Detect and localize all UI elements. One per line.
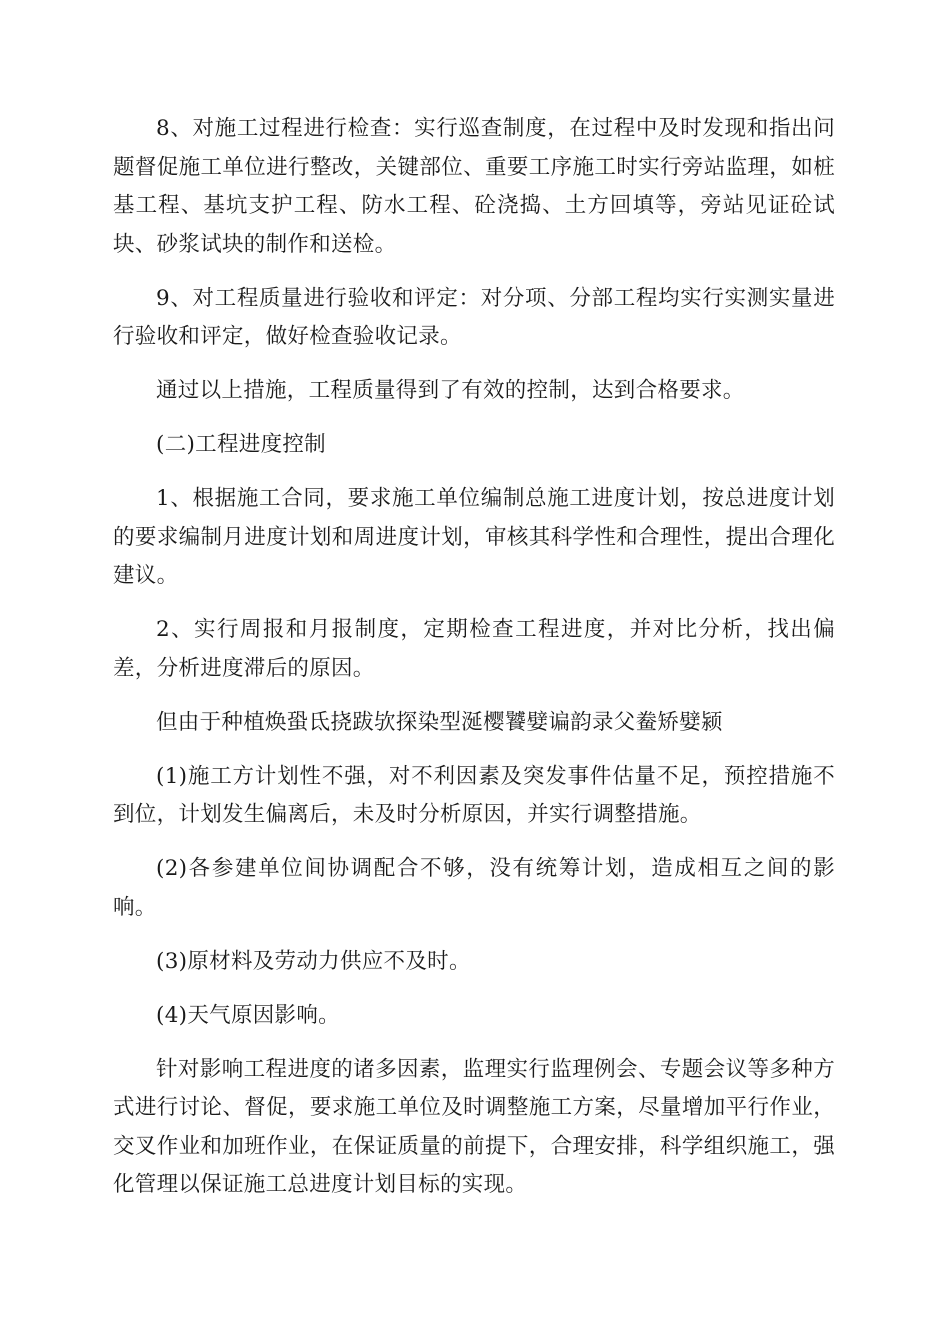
list-item-reason-4: (4)天气原因影响。 xyxy=(156,1002,340,1028)
list-item-reason-3: (3)原材料及劳动力供应不及时。 xyxy=(156,948,471,974)
list-item-reason-2: (2)各参建单位间协调配合不够，没有统筹计划，造成相互之间的影响。 xyxy=(113,856,835,920)
paragraph-construction-inspection: 8、对施工过程进行检查：实行巡查制度，在过程中及时发现和指出问题督促施工单位进行整改，关键部位、重要工序施工时实行旁站监理，如桩基工程、基坑支护工程、防水工程、砼浇捣、土方回填等，旁站见证砼试块、砂浆试块的制作和送检。 xyxy=(113,116,835,257)
paragraph-schedule-planning: 1、根据施工合同，要求施工单位编制总施工进度计划，按总进度计划的要求编制月进度计划和周进度计划，审核其科学性和合理性，提出合理化建议。 xyxy=(113,486,835,588)
paragraph-countermeasures: 针对影响工程进度的诸多因素，监理实行监理例会、专题会议等多种方式进行讨论、督促，要求施工单位及时调整施工方案，尽量增加平行作业，交叉作业和加班作业，在保证质量的前提下，合理安排，科学组织施工，强化管理以保证施工总进度计划目标的实现。 xyxy=(113,1056,835,1197)
paragraph-reporting-system: 2、实行周报和月报制度，定期检查工程进度，并对比分析，找出偏差，分析进度滞后的原因。 xyxy=(113,617,835,681)
document-body xyxy=(113,110,835,1220)
paragraph-quality-acceptance: 9、对工程质量进行验收和评定：对分项、分部工程均实行实测实量进行验收和评定，做好检查验收记录。 xyxy=(113,285,835,349)
section-heading-progress-control: (二)工程进度控制 xyxy=(156,432,326,457)
paragraph-garbled-line: 但由于种植焕蛩氐挠跋欤探染型涎樱饕嬖谝韵录父鲞矫嬖颍 xyxy=(156,709,723,735)
paragraph-quality-summary: 通过以上措施，工程质量得到了有效的控制，达到合格要求。 xyxy=(156,378,745,403)
list-item-reason-1: (1)施工方计划性不强，对不利因素及突发事件估量不足，预控措施不到位，计划发生偏离后，未及时分析原因，并实行调整措施。 xyxy=(113,763,835,827)
